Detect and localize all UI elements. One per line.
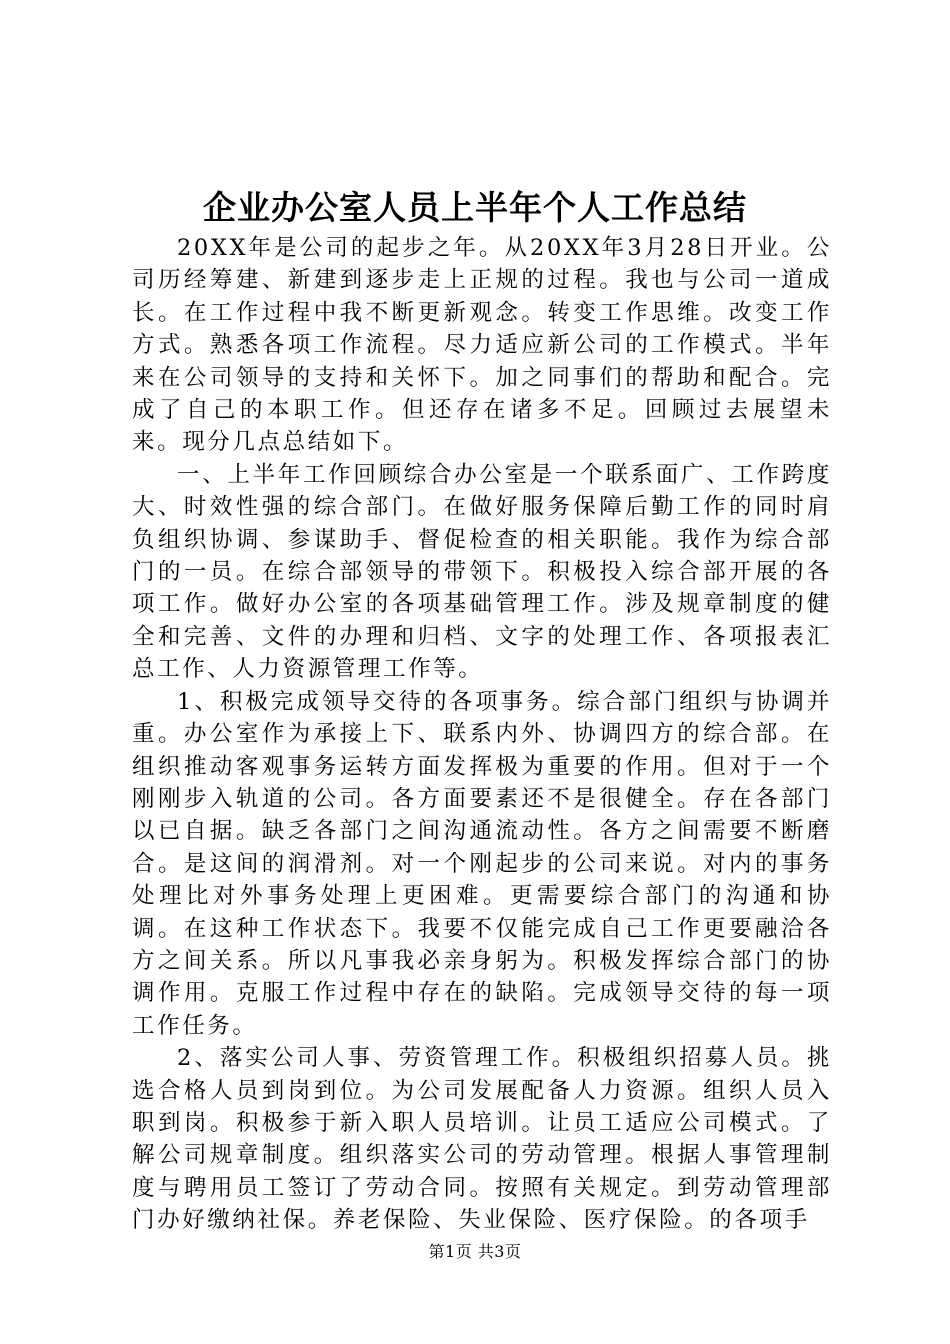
document-title: 企业办公室人员上半年个人工作总结 [203, 188, 747, 227]
paragraph-intro: 20XX年是公司的起步之年。从20XX年3月28日开业。公司历经筹建、新建到逐步走上正规的过程。我也与公司一道成长。在工作过程中我不断更新观念。转变工作思维。改变工作方式。熟悉各项工作流程。尽力适应新公司的工作模式。半年来在公司领导的支持和关怀下。加之同事们的帮助和配合。完成了自己的本职工作。但还存在诸多不足。回顾过去展望未来。现分几点总结如下。 [132, 235, 832, 456]
paragraph-section-one: 一、上半年工作回顾综合办公室是一个联系面广、工作跨度大、时效性强的综合部门。在做好服务保障后勤工作的同时肩负组织协调、参谋助手、督促检查的相关职能。我作为综合部门的一员。在综合部领导的带领下。积极投入综合部开展的各项工作。做好办公室的各项基础管理工作。涉及规章制度的健全和完善、文件的办理和归档、文字的处理工作、各项报表汇总工作、人力资源管理工作等。 [132, 461, 832, 683]
document-body [132, 232, 832, 1237]
page-number-footer: 第1页 共3页 [428, 1242, 522, 1261]
paragraph-item-one: 1、积极完成领导交待的各项事务。综合部门组织与协调并重。办公室作为承接上下、联系内外、协调四方的综合部。在组织推动客观事务运转方面发挥极为重要的作用。但对于一个刚刚步入轨道的公司。各方面要素还不是很健全。存在各部门以已自据。缺乏各部门之间沟通流动性。各方之间需要不断磨合。是这间的润滑剂。对一个刚起步的公司来说。对内的事务处理比对外事务处理上更困难。更需要综合部门的沟通和协调。在这种工作状态下。我要不仅能完成自己工作更要融洽各方之间关系。所以凡事我必亲身躬为。积极发挥综合部门的协调作用。克服工作过程中存在的缺陷。完成领导交待的每一项工作任务。 [132, 688, 832, 1039]
paragraph-item-two: 2、落实公司人事、劳资管理工作。积极组织招募人员。挑选合格人员到岗到位。为公司发展配备人力资源。组织人员入职到岗。积极参于新入职人员培训。让员工适应公司模式。了解公司规章制度。组织落实公司的劳动管理。根据人事管理制度与聘用员工签订了劳动合同。按照有关规定。到劳动管理部门办好缴纳社保。养老保险、失业保险、医疗保险。的各项手 [132, 1045, 832, 1234]
